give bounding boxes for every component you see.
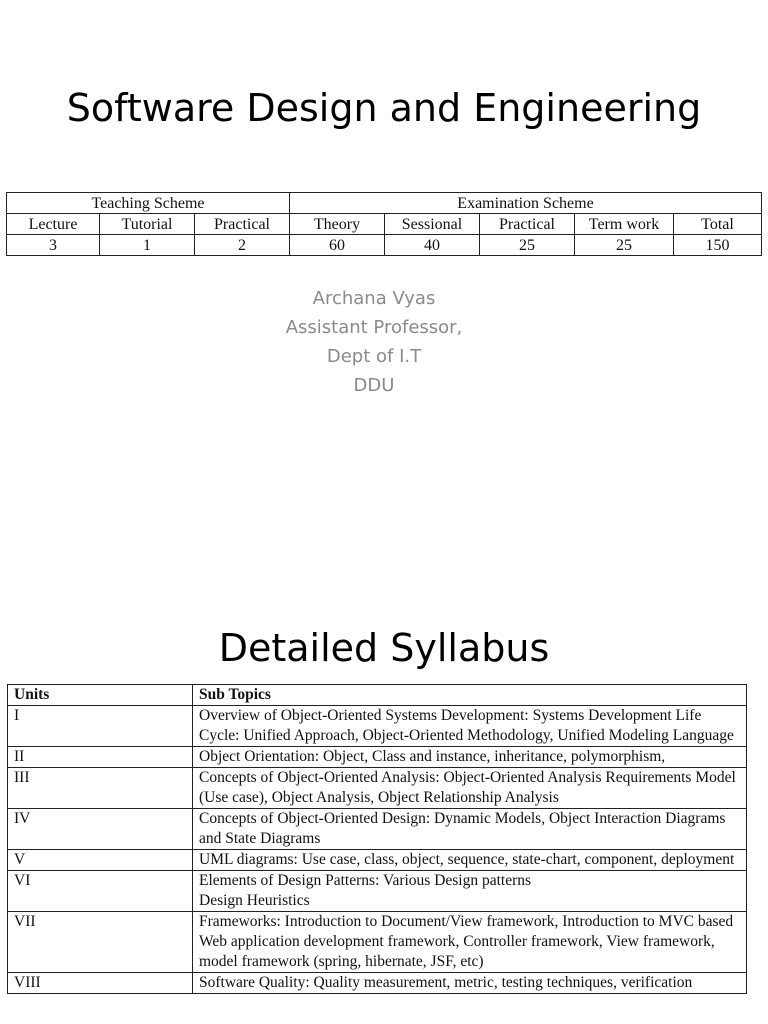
topic-cell: Concepts of Object-Oriented Analysis: Object-Oriented Analysis Requirements Model (Use case), Object Analysis, Object Relationship Analysis [193,768,747,809]
value-sessional: 40 [385,235,480,256]
author-department: Dept of I.T [326,346,422,367]
examination-scheme-header: Examination Scheme [290,193,762,214]
unit-cell: VII [8,912,193,973]
topic-cell: Concepts of Object-Oriented Design: Dynamic Models, Object Interaction Diagrams and State Diagrams [193,809,747,850]
scheme-values-row [7,235,762,256]
table-row [8,809,747,850]
teaching-scheme-header: Teaching Scheme [7,193,290,214]
sub-topics-header: Sub Topics [193,685,747,706]
author-institute: DDU [353,375,395,396]
value-exam-practical: 25 [480,235,575,256]
topic-cell [193,871,747,912]
unit-cell: II [8,747,193,768]
table-row [8,973,747,994]
scheme-table [6,192,762,256]
scheme-header-row [7,193,762,214]
col-term-work: Term work [575,214,674,235]
unit-cell: V [8,850,193,871]
table-row [8,871,747,912]
col-exam-practical: Practical [480,214,575,235]
unit-cell: VI [8,871,193,912]
value-total: 150 [674,235,762,256]
col-practical: Practical [195,214,290,235]
table-row [8,768,747,809]
value-term-work: 25 [575,235,674,256]
topic-line: Elements of Design Patterns: Various Design patterns [199,872,532,889]
topic-line: Design Heuristics [199,892,310,909]
col-theory: Theory [290,214,385,235]
col-tutorial: Tutorial [100,214,195,235]
unit-cell: VIII [8,973,193,994]
topic-cell: Object Orientation: Object, Class and instance, inheritance, polymorphism, [193,747,747,768]
units-header: Units [8,685,193,706]
col-total: Total [674,214,762,235]
unit-cell: I [8,706,193,747]
page-title: Software Design and Engineering [66,86,702,130]
table-row [8,850,747,871]
author-name: Archana Vyas [312,288,436,309]
col-lecture: Lecture [7,214,100,235]
col-sessional: Sessional [385,214,480,235]
value-practical: 2 [195,235,290,256]
table-row [8,706,747,747]
author-block [0,284,748,400]
value-lecture: 3 [7,235,100,256]
scheme-columns-row [7,214,762,235]
value-tutorial: 1 [100,235,195,256]
syllabus-title: Detailed Syllabus [218,626,550,670]
table-row [8,912,747,973]
topic-cell: Overview of Object-Oriented Systems Development: Systems Development Life Cycle: Unified Approach, Object-Oriented Methodology, Unified Modeling Language [193,706,747,747]
syllabus-header-row [8,685,747,706]
value-theory: 60 [290,235,385,256]
topic-cell: Frameworks: Introduction to Document/View framework, Introduction to MVC based Web application development framework, Controller framework, View framework, model framework (spring, hibernate, JSF, etc) [193,912,747,973]
author-designation: Assistant Professor, [285,317,463,338]
topic-cell: Software Quality: Quality measurement, metric, testing techniques, verification [193,973,747,994]
topic-cell: UML diagrams: Use case, class, object, sequence, state-chart, component, deployment [193,850,747,871]
unit-cell: IV [8,809,193,850]
table-row [8,747,747,768]
unit-cell: III [8,768,193,809]
syllabus-table [7,684,747,994]
